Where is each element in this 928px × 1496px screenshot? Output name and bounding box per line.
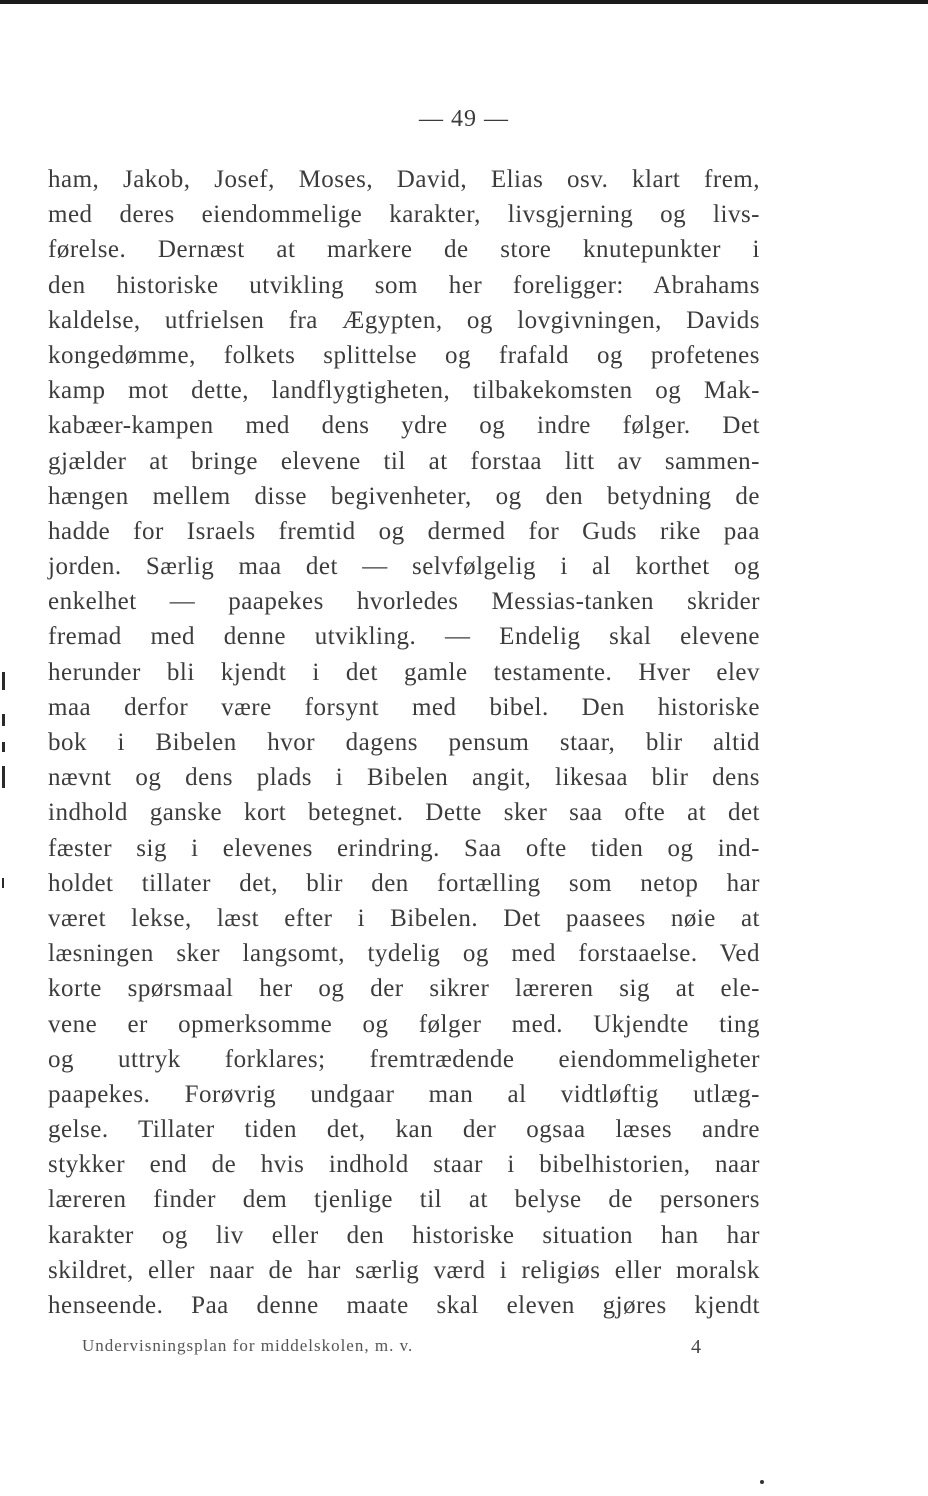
page-number: — 49 — [419,106,509,132]
text-line: gjælder at bringe elevene til at forstaa litt av sammen- [48,447,760,475]
text-line: den historiske utvikling som her foreligger: Abrahams [48,271,760,299]
signature-mark: 4 [691,1336,702,1358]
text-line: paapekes. Forøvrig undgaar man al vidtløftig utlæg- [48,1080,760,1108]
text-line: skildret, eller naar de har særlig værd i religiøs eller moralsk [48,1256,760,1284]
text-line: kabæer-kampen med dens ydre og indre følger. Det [48,412,760,440]
text-line: henseende. Paa denne maate skal eleven gjøres kjendt [48,1292,760,1319]
scan-edge-marks [0,0,8,1496]
text-line: og uttryk forklares; fremtrædende eiendommeligheter [48,1045,760,1073]
text-line: enkelhet — paapekes hvorledes Messias-tanken skrider [48,588,760,616]
text-line: hængen mellem disse begivenheter, og den betydning de [48,482,760,510]
text-line: ham, Jakob, Josef, Moses, David, Elias osv. klart frem, [48,166,760,193]
text-line: stykker end de hvis indhold staar i bibelhistorien, naar [48,1151,760,1179]
text-line: fæster sig i elevenes erindring. Saa ofte tiden og ind- [48,834,760,862]
text-line: maa derfor være forsynt med bibel. Den historiske [48,693,760,721]
scan-edge-mark [2,672,5,690]
scan-edge-mark [2,714,5,726]
footer-title: Undervisningsplan for middelskolen, m. v. [82,1336,414,1355]
scan-edge-mark [2,766,5,788]
scan-speck [760,1480,764,1484]
scan-edge-mark [2,878,4,888]
text-line: holdet tillater det, blir den fortælling som netop har [48,869,760,897]
text-line: nævnt og dens plads i Bibelen angit, likesaa blir dens [48,764,760,792]
text-line: kongedømme, folkets splittelse og frafald og profetenes [48,341,760,369]
text-line: kaldelse, utfrielsen fra Ægypten, og lovgivningen, Davids [48,306,760,334]
page-footer [82,1336,702,1359]
text-line: været lekse, læst efter i Bibelen. Det paasees nøie at [48,904,760,932]
text-line: førelse. Dernæst at markere de store knutepunkter i [48,236,760,264]
text-line: gelse. Tillater tiden det, kan der ogsaa læses andre [48,1116,760,1144]
text-line: korte spørsmaal her og der sikrer læreren sig at ele- [48,975,760,1003]
text-line: med deres eiendommelige karakter, livsgjerning og livs- [48,201,760,229]
scan-edge-mark [2,742,5,752]
text-line: fremad med denne utvikling. — Endelig skal elevene [48,623,760,651]
text-line: læsningen sker langsomt, tydelig og med forstaaelse. Ved [48,940,760,968]
text-line: kamp mot dette, landflygtigheten, tilbakekomsten og Mak- [48,377,760,405]
text-line: karakter og liv eller den historiske situation han har [48,1221,760,1249]
text-line: herunder bli kjendt i det gamle testamente. Hver elev [48,658,760,686]
text-line: læreren finder dem tjenlige til at belyse de personers [48,1186,760,1214]
text-line: hadde for Israels fremtid og dermed for Guds rike paa [48,517,760,545]
page-top-edge [0,0,928,4]
text-line: vene er opmerksomme og følger med. Ukjendte ting [48,1010,760,1038]
text-line: bok i Bibelen hvor dagens pensum staar, blir altid [48,729,760,756]
body-text [48,162,760,1323]
text-line: jorden. Særlig maa det — selvfølgelig i al korthet og [48,553,760,581]
text-line: indhold ganske kort betegnet. Dette sker saa ofte at det [48,799,760,827]
